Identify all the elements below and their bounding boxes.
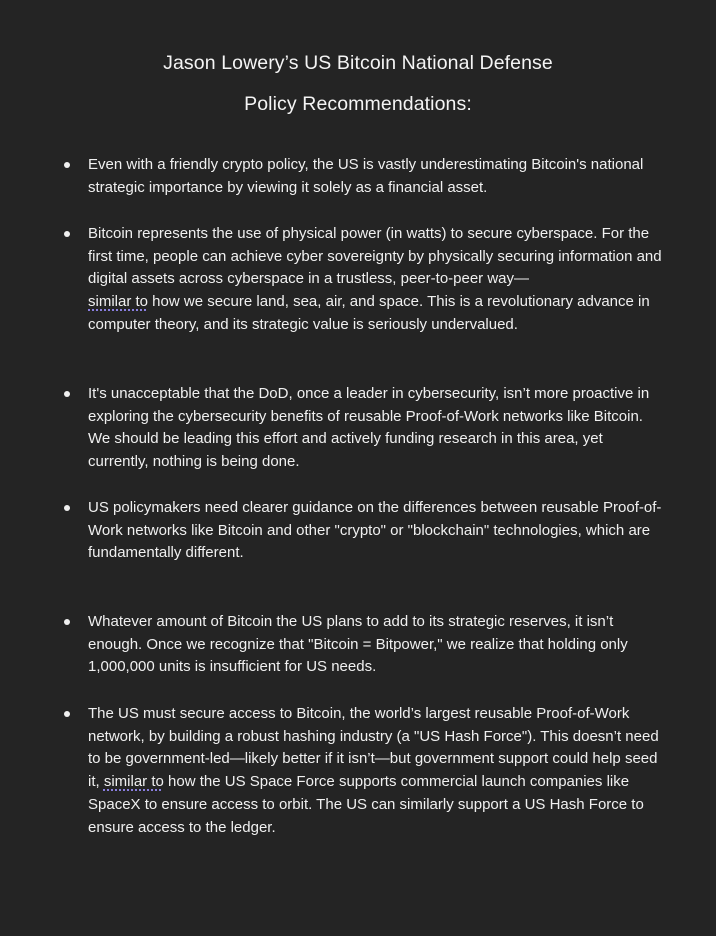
bullet-icon (64, 619, 70, 625)
title-line-2: Policy Recommendations: (244, 93, 472, 115)
list-item (88, 154, 663, 199)
list-item (88, 497, 663, 565)
bullet-icon (64, 231, 70, 237)
list-item-text: Whatever amount of Bitcoin the US plans to add to its strategic reserves, it isn’t enough. Once we recognize that "Bitcoin = Bitpower," we realize that holding only 1,000,000 units is insufficient for US needs. (88, 613, 628, 676)
spellcheck-phrase[interactable]: similar to (103, 773, 164, 791)
list-item-text: US policymakers need clearer guidance on the differences between reusable Proof-of-Work networks like Bitcoin and other "crypto" or "blockchain" technologies, which are fundamentally different. (88, 499, 662, 562)
title-line-1: Jason Lowery’s US Bitcoin National Defense (163, 52, 553, 74)
list-item (88, 383, 663, 474)
spellcheck-phrase[interactable]: similar to (88, 293, 149, 311)
list-item (88, 703, 663, 839)
list-item-text: Bitcoin represents the use of physical power (in watts) to secure cyberspace. For the first time, people can achieve cyber sovereignty by physically securing information and digital assets across cyberspace in a trustless, peer-to-peer way— (88, 225, 662, 288)
list-item-text: It's unacceptable that the DoD, once a leader in cybersecurity, isn’t more proactive in exploring the cybersecurity benefits of reusable Proof-of-Work networks like Bitcoin. We should be leading this effort and actively funding research in this area, yet currently, nothing is being done. (88, 385, 650, 471)
list-item-text: Even with a friendly crypto policy, the US is vastly underestimating Bitcoin's national strategic importance by viewing it solely as a financial asset. (88, 156, 644, 196)
bullet-icon (64, 711, 70, 717)
list-item (88, 223, 663, 337)
list-item-text-cont: how we secure land, sea, air, and space. This is a revolutionary advance in computer theory, and its strategic value is seriously undervalued. (88, 293, 650, 333)
bullet-icon (64, 505, 70, 511)
bullet-icon (64, 391, 70, 397)
bullet-icon (64, 162, 70, 168)
list-item (88, 611, 663, 679)
list-item-text-cont: how the US Space Force supports commercial launch companies like SpaceX to ensure access to orbit. The US can similarly support a US Hash Force to ensure access to the ledger. (88, 773, 644, 836)
list-item-text: The US must secure access to Bitcoin, the world’s largest reusable Proof-of-Work network, by building a robust hashing industry (a "US Hash Force"). This doesn’t need to be government-led—likely better if it isn’t—but government support could help seed it, (88, 705, 659, 791)
document-title (0, 43, 716, 125)
